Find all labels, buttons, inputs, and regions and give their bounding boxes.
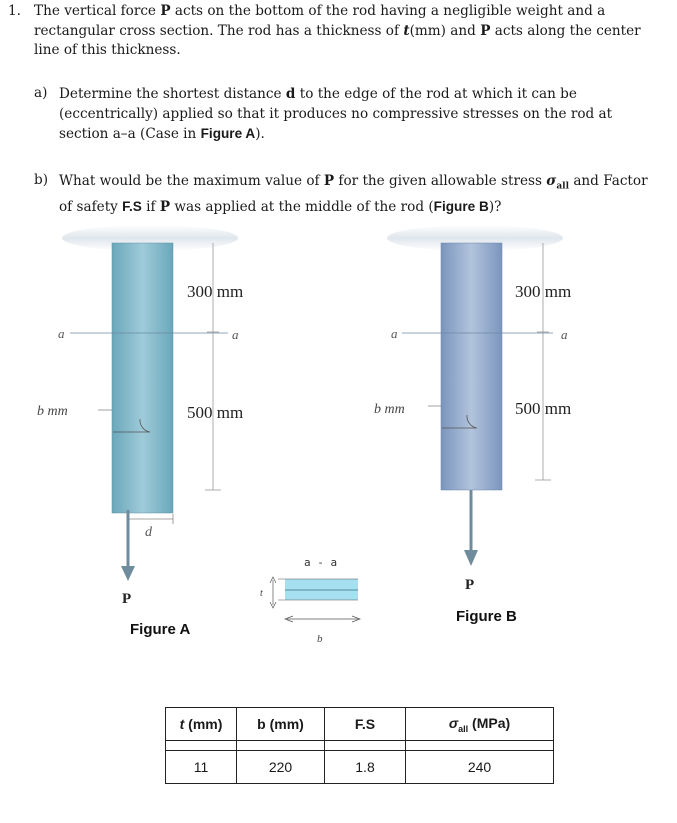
table-row [166, 751, 554, 784]
problem-intro: The vertical force P acts on the bottom of the rod having a negligible weight and a rectangular cross section. The rod has a thickness of t(mm) and P acts along the center line of this thickness. [34, 3, 641, 58]
header-b: b (mm) [237, 708, 325, 741]
fig-a-dim-top: 300 mm [187, 282, 244, 301]
figure-b [374, 225, 571, 625]
section-title: a - a [304, 556, 338, 569]
section-b-label: b [317, 633, 323, 645]
given-data-table [165, 707, 554, 784]
fig-a-eccentric-label: d [145, 525, 152, 540]
fig-a-section-left: a [58, 326, 65, 341]
fig-a-caption: Figure A [130, 621, 191, 638]
value-sigma: 240 [406, 751, 554, 784]
value-t: 11 [166, 751, 237, 784]
section-t-label: t [260, 588, 263, 599]
figure-a [37, 225, 243, 638]
fig-a-rod [112, 243, 173, 513]
fig-b-width-label: b mm [374, 402, 405, 417]
section-view [260, 556, 360, 645]
fig-b-section-left: a [391, 326, 398, 341]
fig-b-section-right: a [561, 327, 568, 342]
fig-b-caption: Figure B [456, 608, 517, 625]
value-fs: 1.8 [325, 751, 406, 784]
problem-number: 1. [8, 3, 21, 19]
part-a-label: a) [34, 85, 48, 101]
part-b-label: b) [34, 172, 49, 188]
value-b: 220 [237, 751, 325, 784]
table-header-row [166, 708, 554, 741]
fig-a-dim-bottom: 500 mm [187, 403, 244, 422]
fig-b-dim-bottom: 500 mm [515, 399, 572, 418]
fig-b-dim-top: 300 mm [515, 282, 572, 301]
part-b-text: What would be the maximum value of P for the given allowable stress $\sigma_{all}$ and Factor of safety F.S if P was applied at the middle of the rod (Figure B)? [59, 173, 648, 216]
fig-a-section-right: a [232, 327, 239, 342]
table-spacer-row [166, 741, 554, 751]
fig-b-force-label: P [465, 577, 475, 593]
part-a-text: Determine the shortest distance d to the edge of the rod at which it can be (eccentrically) applied so that it produces no compressive stresses on the rod at section a–a (Case in Figure A). [59, 86, 613, 142]
header-fs: F.S [325, 708, 406, 741]
fig-b-rod [441, 243, 502, 490]
fig-a-width-label: b mm [37, 404, 68, 419]
fig-a-force-label: P [122, 591, 132, 607]
section-shape [285, 579, 358, 600]
header-t: t (mm) [166, 708, 237, 741]
header-sigma: $\sigma_{all}$ (MPa) [406, 708, 554, 741]
